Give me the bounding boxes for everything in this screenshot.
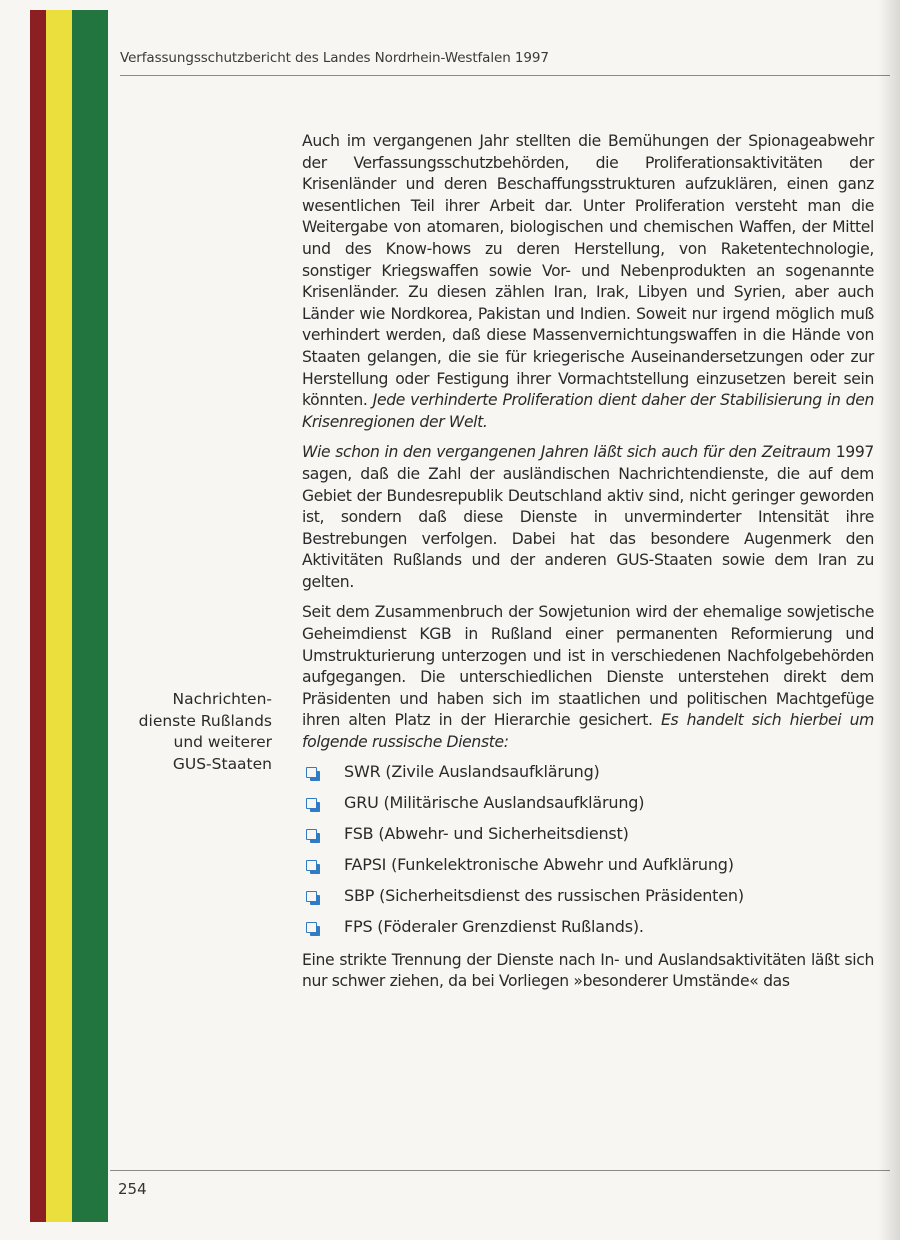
- body-text: [302, 131, 874, 1002]
- list-item: [302, 851, 874, 882]
- list-item-text: SWR (Zivile Auslandsaufklärung): [344, 761, 600, 781]
- list-item: [302, 913, 874, 944]
- checkbox-bullet-icon: [306, 798, 317, 809]
- page-number: 254: [118, 1180, 147, 1198]
- margin-note-line: und weiterer: [173, 733, 272, 751]
- list-item: [302, 789, 874, 820]
- paragraph-italic-text: Jede verhinderte Proliferation dient daher der Stabilisierung in den Krisenregionen der Welt.: [302, 391, 874, 431]
- checkbox-bullet-icon: [306, 829, 317, 840]
- list-item-text: FPS (Föderaler Grenzdienst Rußlands).: [344, 916, 644, 936]
- list-item-text: FSB (Abwehr- und Sicherheitsdienst): [344, 823, 629, 843]
- list-item: [302, 820, 874, 851]
- list-item-text: FAPSI (Funkelektronische Abwehr und Aufklärung): [344, 854, 734, 874]
- paragraph-text: Auch im vergangenen Jahr stellten die Bemühungen der Spionageabwehr der Verfassungsschutzbehörden, die Proliferationsaktivitäten der Krisenländer und deren Beschaffungsstrukturen aufzuklären, einen ganz wesentlichen Teil ihrer Arbeit dar. Unter Proliferation versteht man die Weitergabe von atomaren, biologischen und chemischen Waffen, der Mittel und des Know-hows zu deren Herstellung, von Raketentechnologie, sonstiger Kriegswaffen sowie Vor- und Nebenprodukten an sogenannte Krisenländer. Zu diesen zählen Iran, Irak, Libyen und Syrien, aber auch Länder wie Nordkorea, Pakistan und Indien. Soweit nur irgend möglich muß verhindert werden, daß diese Massenvernichtungswaffen in die Hände von Staaten gelangen, die sie für kriegerische Auseinandersetzungen oder zur Herstellung oder Festigung ihrer Vormachtstellung einzusetzen bereit sein könnten.: [302, 132, 874, 410]
- list-item-text: SBP (Sicherheitsdienst des russischen Präsidenten): [344, 885, 744, 905]
- checkbox-bullet-icon: [306, 767, 317, 778]
- paragraph-text: Seit dem Zusammenbruch der Sowjetunion wird der ehemalige sowjetische Geheimdienst KGB in Rußland einer permanenten Reformierung und Umstrukturierung unterzogen und ist in verschiedenen Nachfolgebehörden aufgegangen. Die unterschiedlichen Dienste unterstehen direkt dem Präsidenten und haben sich im staatlichen und politischen Machtgefüge ihren alten Platz in der Hierarchie gesichert.: [302, 603, 874, 730]
- margin-note-line: GUS-Staaten: [172, 754, 272, 773]
- checkbox-bullet-icon: [306, 922, 317, 933]
- checkbox-bullet-icon: [306, 860, 317, 871]
- paragraph-separation: Eine strikte Trennung der Dienste nach In- und Auslandsaktivitäten läßt sich nur schwer ziehen, da bei Vorliegen »besonderer Umstände« das: [302, 950, 874, 991]
- footer-rule: [110, 1170, 890, 1171]
- page-edge-shadow: [878, 0, 900, 1240]
- paragraph-proliferation: [302, 131, 874, 433]
- margin-note-line: Nachrichten-: [172, 690, 272, 708]
- paragraph-text: 1997 sagen, daß die Zahl der ausländischen Nachrichtendienste, die auf dem Gebiet der Bundesrepublik Deutschland aktiv sind, nicht geringer geworden ist, sondern daß diese Dienste in unverminderter Intensität ihre Bestrebungen verfolgen. Dabei hat das besondere Augenmerk den Aktivitäten Rußlands und der anderen GUS-Staaten sowie dem Iran zu gelten.: [302, 443, 875, 591]
- flag-stripe-yellow: [46, 10, 72, 1222]
- list-item-text: GRU (Militärische Auslandsaufklärung): [344, 792, 645, 812]
- running-header: Verfassungsschutzbericht des Landes Nordrhein-Westfalen 1997: [120, 50, 549, 66]
- flag-stripe-red: [30, 10, 46, 1222]
- paragraph-foreign-services: [302, 442, 874, 593]
- margin-note-line: dienste Rußlands: [138, 711, 272, 730]
- list-item: [302, 758, 874, 789]
- flag-stripe-green: [72, 10, 108, 1222]
- services-list: [302, 758, 874, 944]
- margin-note: [130, 689, 272, 775]
- checkbox-bullet-icon: [306, 891, 317, 902]
- paragraph-italic-text: Wie schon in den vergangenen Jahren läßt sich auch für den Zeitraum: [302, 443, 831, 462]
- list-item: [302, 882, 874, 913]
- paragraph-italic-text: Es handelt sich hierbei um folgende russische Dienste:: [302, 711, 874, 752]
- paragraph-russian-services: [302, 602, 874, 753]
- header-rule: [120, 75, 890, 76]
